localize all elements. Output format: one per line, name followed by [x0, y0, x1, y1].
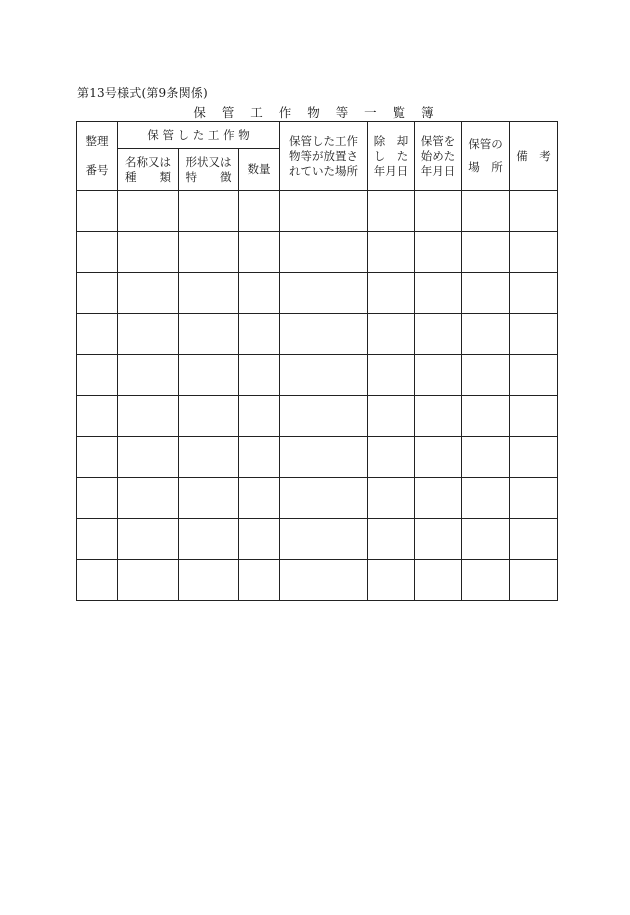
table-cell[interactable] — [462, 191, 510, 232]
header-removal-date: 除 却 し た 年月日 — [368, 122, 415, 191]
table-cell[interactable] — [118, 232, 179, 273]
document-title: 保 管 工 作 物 等 一 覧 簿 — [193, 105, 440, 120]
table-cell[interactable] — [179, 437, 239, 478]
table-row — [77, 396, 558, 437]
table-cell[interactable] — [415, 191, 462, 232]
table-cell[interactable] — [510, 273, 558, 314]
table-row — [77, 232, 558, 273]
table-cell[interactable] — [510, 396, 558, 437]
table-cell[interactable] — [510, 437, 558, 478]
table-cell[interactable] — [415, 396, 462, 437]
table-cell[interactable] — [77, 437, 118, 478]
table-cell[interactable] — [280, 273, 368, 314]
table-cell[interactable] — [239, 478, 280, 519]
table-cell[interactable] — [462, 396, 510, 437]
table-cell[interactable] — [280, 560, 368, 601]
table-cell[interactable] — [280, 191, 368, 232]
table-cell[interactable] — [415, 273, 462, 314]
table-cell[interactable] — [179, 560, 239, 601]
table-cell[interactable] — [462, 355, 510, 396]
table-cell[interactable] — [510, 191, 558, 232]
table-cell[interactable] — [280, 232, 368, 273]
header-storage-place: 保管の 場 所 — [462, 122, 510, 191]
table-cell[interactable] — [77, 396, 118, 437]
table-cell[interactable] — [415, 437, 462, 478]
table-cell[interactable] — [280, 519, 368, 560]
table-cell[interactable] — [118, 191, 179, 232]
table-cell[interactable] — [77, 478, 118, 519]
table-cell[interactable] — [239, 355, 280, 396]
table-cell[interactable] — [179, 355, 239, 396]
table-cell[interactable] — [462, 478, 510, 519]
table-cell[interactable] — [179, 478, 239, 519]
table-cell[interactable] — [118, 519, 179, 560]
header-quantity: 数量 — [239, 149, 280, 191]
table-cell[interactable] — [118, 314, 179, 355]
table-cell[interactable] — [77, 273, 118, 314]
table-cell[interactable] — [77, 232, 118, 273]
table-cell[interactable] — [510, 314, 558, 355]
table-cell[interactable] — [415, 478, 462, 519]
table-cell[interactable] — [368, 273, 415, 314]
table-cell[interactable] — [118, 396, 179, 437]
table-cell[interactable] — [118, 355, 179, 396]
ledger-table — [76, 121, 558, 601]
table-cell[interactable] — [280, 478, 368, 519]
table-cell[interactable] — [368, 191, 415, 232]
table-cell[interactable] — [280, 314, 368, 355]
table-cell[interactable] — [239, 519, 280, 560]
table-row — [77, 314, 558, 355]
ledger-body — [77, 191, 558, 601]
table-cell[interactable] — [239, 232, 280, 273]
table-cell[interactable] — [239, 560, 280, 601]
table-cell[interactable] — [462, 437, 510, 478]
table-cell[interactable] — [368, 519, 415, 560]
table-cell[interactable] — [510, 355, 558, 396]
table-cell[interactable] — [239, 191, 280, 232]
table-cell[interactable] — [368, 355, 415, 396]
table-cell[interactable] — [179, 314, 239, 355]
header-shape-or-feature: 形状又は 特 徴 — [179, 149, 239, 191]
table-cell[interactable] — [462, 314, 510, 355]
header-stored-structure-group: 保 管 し た 工 作 物 — [118, 122, 280, 149]
table-row — [77, 519, 558, 560]
header-storage-start-date: 保管を 始めた 年月日 — [415, 122, 462, 191]
table-cell[interactable] — [118, 273, 179, 314]
table-cell[interactable] — [462, 273, 510, 314]
table-cell[interactable] — [462, 560, 510, 601]
table-cell[interactable] — [368, 396, 415, 437]
table-cell[interactable] — [239, 273, 280, 314]
table-cell[interactable] — [179, 191, 239, 232]
table-cell[interactable] — [415, 314, 462, 355]
table-cell[interactable] — [415, 519, 462, 560]
header-serial-number: 整理 番号 — [77, 122, 118, 191]
table-cell[interactable] — [77, 519, 118, 560]
header-name-or-type: 名称又は 種 類 — [118, 149, 179, 191]
table-cell[interactable] — [179, 273, 239, 314]
table-row — [77, 478, 558, 519]
table-cell[interactable] — [77, 560, 118, 601]
table-cell[interactable] — [280, 437, 368, 478]
table-cell[interactable] — [462, 232, 510, 273]
table-cell[interactable] — [118, 437, 179, 478]
table-cell[interactable] — [462, 519, 510, 560]
table-cell[interactable] — [77, 355, 118, 396]
table-cell[interactable] — [118, 560, 179, 601]
table-cell[interactable] — [510, 478, 558, 519]
table-row — [77, 273, 558, 314]
table-cell[interactable] — [510, 560, 558, 601]
table-cell[interactable] — [368, 437, 415, 478]
table-row — [77, 191, 558, 232]
table-cell[interactable] — [415, 232, 462, 273]
table-cell[interactable] — [368, 232, 415, 273]
table-cell[interactable] — [77, 314, 118, 355]
header-abandoned-location: 保管した工作 物等が放置さ れていた場所 — [280, 122, 368, 191]
table-cell[interactable] — [368, 314, 415, 355]
table-cell[interactable] — [415, 355, 462, 396]
table-cell[interactable] — [368, 478, 415, 519]
table-row — [77, 437, 558, 478]
table-cell[interactable] — [239, 396, 280, 437]
table-cell[interactable] — [239, 314, 280, 355]
table-row — [77, 560, 558, 601]
table-cell[interactable] — [179, 232, 239, 273]
table-cell[interactable] — [280, 396, 368, 437]
form-number-label: 第13号様式(第9条関係) — [77, 86, 208, 100]
table-cell[interactable] — [179, 519, 239, 560]
table-cell[interactable] — [280, 355, 368, 396]
table-cell[interactable] — [179, 396, 239, 437]
table-cell[interactable] — [415, 560, 462, 601]
table-cell[interactable] — [368, 560, 415, 601]
table-row — [77, 355, 558, 396]
table-cell[interactable] — [77, 191, 118, 232]
table-cell[interactable] — [510, 519, 558, 560]
table-cell[interactable] — [239, 437, 280, 478]
table-cell[interactable] — [118, 478, 179, 519]
header-remarks: 備 考 — [510, 122, 558, 191]
table-cell[interactable] — [510, 232, 558, 273]
